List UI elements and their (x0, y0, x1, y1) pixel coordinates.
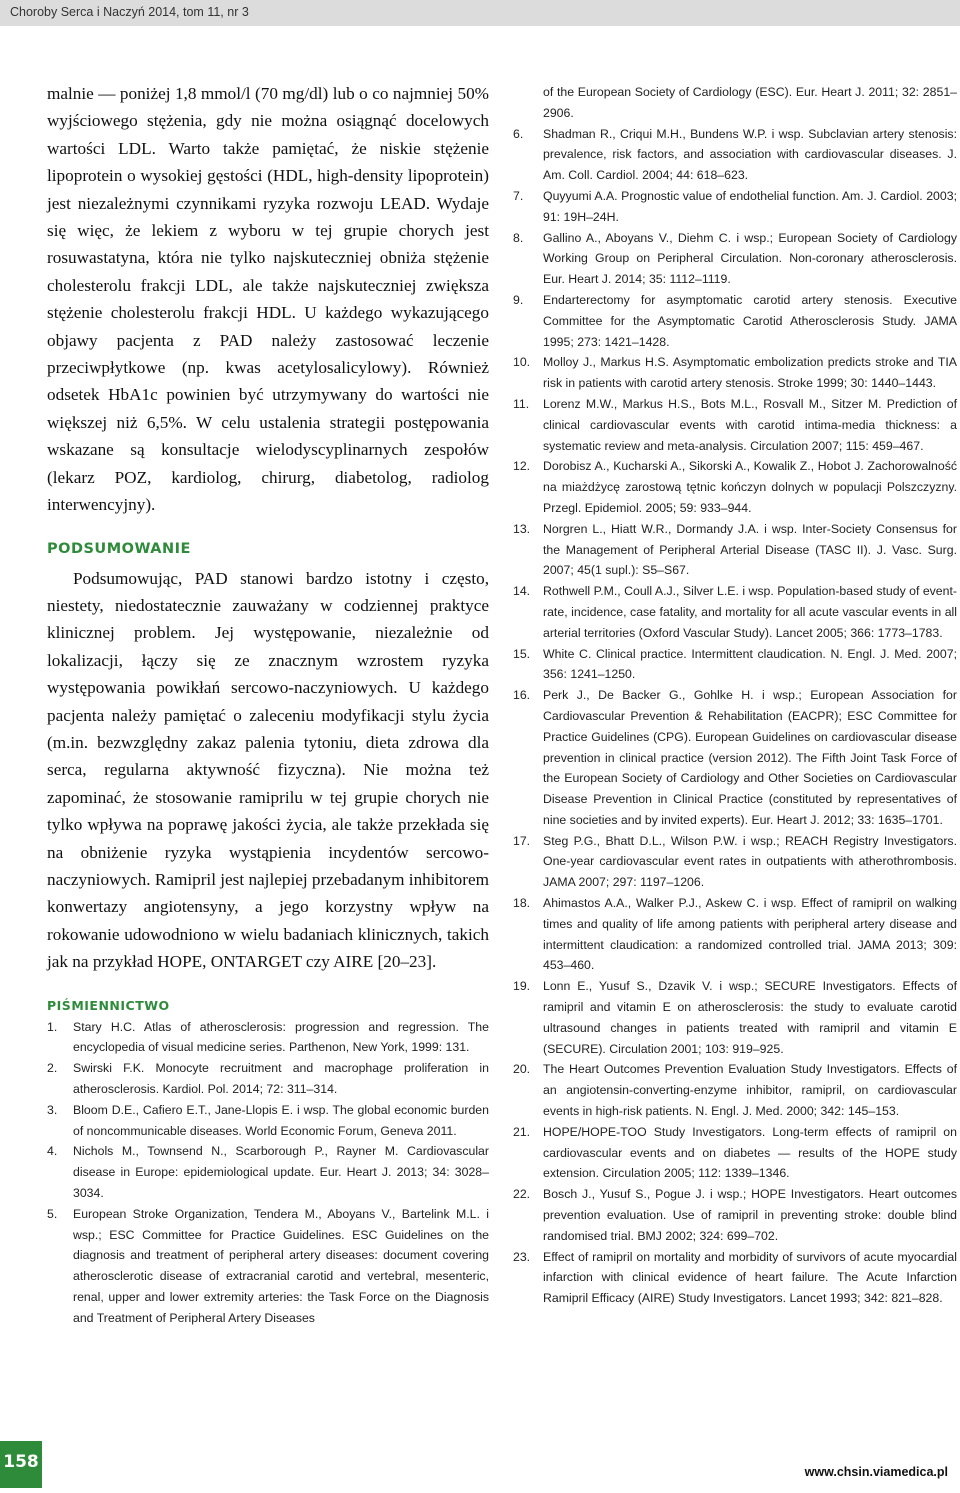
reference-number: 22. (513, 1187, 531, 1202)
reference-item (47, 1204, 489, 1329)
reference-text: Gallino A., Aboyans V., Diehm C. i wsp.; European Society of Cardiology Working Group on Peripheral Circulation. Non-coronary atherosclerosis. Eur. Heart J. 2014; 35: 1112–1119. (543, 230, 957, 287)
reference-item (513, 1247, 957, 1309)
reference-item (513, 394, 957, 456)
reference-text: Stary H.C. Atlas of atherosclerosis: progression and regression. The encyclopedia of visual medicine series. Parthenon, New York, 1999: 131. (73, 1019, 489, 1055)
reference-number: 2. (47, 1061, 58, 1076)
reference-number: 3. (47, 1102, 58, 1117)
reference-text: Endarterectomy for asymptomatic carotid artery stenosis. Executive Committee for the Asymptomatic Carotid Atherosclerosis Study. JAMA 1995; 273: 1421–1428. (543, 292, 957, 349)
reference-number: 16. (513, 688, 531, 703)
reference-text: Norgren L., Hiatt W.R., Dormandy J.A. i wsp. Inter-Society Consensus for the Management of Peripheral Arterial Disease (TASC II). J. Vasc. Surg. 2007; 45(1 supl.): S5–S67. (543, 521, 957, 578)
reference-number: 23. (513, 1249, 531, 1264)
body-paragraph-2-text: Podsumowując, PAD stanowi bardzo istotny i często, niestety, niedostatecznie zauważany w codziennej praktyce klinicznej problem. Jej występowanie, niezależnie od lokalizacji, łączy się ze znacznym wzrostem ryzyka występowania powikłań sercowo-naczyniowych. U każdego pacjenta należy pamiętać o zaleceniu modyfikacji stylu życia (m.in. bezwzględny zakaz palenia tytoniu, dieta zdrowa dla serca, regularna aktywność fizyczna). Nie można też zapominać, że stosowanie ramiprilu w tej grupie chorych nie tylko wpływa na poprawę jakości życia, ale także przekłada się na obniżenie ryzyka wystąpienia incydentów sercowo-naczyniowych. Ramipril jest najlepiej przebadanym inhibitorem konwertazy angiotensyny, a jego korzystny wpływ na rokowanie udowodniono w wielu badaniach klinicznych, takich jak na przykład HOPE, ONTARGET czy AIRE [20–23]. (47, 568, 489, 972)
reference-item (513, 976, 957, 1059)
right-column (513, 82, 957, 1309)
references-list-right (513, 124, 957, 1309)
reference-item (513, 685, 957, 831)
reference-text: Ahimastos A.A., Walker P.J., Askew C. i wsp. Effect of ramipril on walking times and quality of life among patients with peripheral artery disease and intermittent claudication: a randomized controlled trial. JAMA 2013; 309: 453–460. (543, 896, 957, 973)
reference-number: 7. (513, 188, 524, 203)
reference-text: Lorenz M.W., Markus H.S., Bots M.L., Rosvall M., Sitzer M. Prediction of clinical cardiovascular events with carotid intima-media thickness: a systematic review and meta-analysis. Circulation 2007; 115: 459–467. (543, 396, 957, 453)
reference-item (513, 1122, 957, 1184)
reference-item (47, 1141, 489, 1203)
reference-text: Bosch J., Yusuf S., Pogue J. i wsp.; HOPE Investigators. Heart outcomes prevention evaluation. Use of ramipril in preventing stroke: double blind randomised trial. BMJ 2002; 324: 699–702. (543, 1187, 957, 1243)
reference-text: Lonn E., Yusuf S., Dzavik V. i wsp.; SECURE Investigators. Effects of ramipril and vitamin E on atherosclerosis: the study to evaluate carotid ultrasound changes in patients treated with ramipril and vitamin E (SECURE). Circulation 2001; 103: 919–925. (543, 979, 957, 1056)
journal-title: Choroby Serca i Naczyń 2014, tom 11, nr 3 (10, 5, 249, 19)
reference-item (513, 581, 957, 643)
reference-text: Bloom D.E., Cafiero E.T., Jane-Llopis E. i wsp. The global economic burden of noncommunicable diseases. World Economic Forum, Geneva 2011. (73, 1102, 489, 1138)
reference-number: 17. (513, 833, 531, 848)
reference-text: Rothwell P.M., Coull A.J., Silver L.E. i wsp. Population-based study of event-rate, incidence, case fatality, and mortality for all acute vascular events in all arterial territories (Oxford Vascular Study). Lancet 2005; 366: 1773–1783. (543, 584, 957, 640)
reference-number: 5. (47, 1206, 58, 1221)
reference-number: 20. (513, 1062, 531, 1077)
reference-text: Perk J., De Backer G., Gohlke H. i wsp.; European Association for Cardiovascular Prevention & Rehabilitation (EACPR); ESC Committee for Practice Guidelines (CPG). European Guidelines on cardiovascular disease prevention in clinical practice (version 2012). The Fifth Joint Task Force of the European Society of Cardiology and Other Societies on Cardiovascular Disease Prevention in Clinical Practice (constituted by representatives of nine societies and by invited experts). Eur. Heart J. 2012; 33: 1635–1701. (543, 688, 957, 827)
reference-number: 11. (513, 396, 530, 411)
reference-text: White C. Clinical practice. Intermittent claudication. N. Engl. J. Med. 2007; 356: 1241–1250. (543, 646, 957, 682)
running-header (0, 0, 960, 26)
reference-text: Swirski F.K. Monocyte recruitment and macrophage proliferation in atherosclerosis. Kardiol. Pol. 2014; 72: 311–314. (73, 1061, 489, 1096)
reference-item (513, 1059, 957, 1121)
reference-item (47, 1058, 489, 1100)
reference-number: 9. (513, 292, 524, 307)
reference-text: The Heart Outcomes Prevention Evaluation Study Investigators. Effects of an angiotensin-converting-enzyme inhibitor, ramipril, on cardiovascular events in high-risk patients. N. Engl. J. Med. 2000; 342: 145–153. (543, 1062, 957, 1119)
reference-text: HOPE/HOPE-TOO Study Investigators. Long-term effects of ramipril on cardiovascular events and on diabetes — results of the HOPE study extension. Circulation 2005; 112: 1339–1346. (543, 1124, 957, 1181)
references-list-left (47, 1017, 489, 1329)
reference-item (513, 519, 957, 581)
reference-text: Steg P.G., Bhatt D.L., Wilson P.W. i wsp.; REACH Registry Investigators. One-year cardiovascular event rates in outpatients with atherothrombosis. JAMA 2007; 297: 1197–1206. (543, 833, 957, 890)
reference-number: 4. (47, 1144, 58, 1159)
reference-number: 18. (513, 896, 531, 911)
footer-url[interactable]: www.chsin.viamedica.pl (804, 1465, 948, 1479)
reference-number: 10. (513, 355, 531, 370)
reference-text: Molloy J., Markus H.S. Asymptomatic embolization predicts stroke and TIA risk in patients with carotid artery stenosis. Stroke 1999; 30: 1440–1443. (543, 355, 957, 391)
reference-number: 13. (513, 521, 531, 536)
page-number: 158 (3, 1452, 39, 1472)
reference-item (47, 1100, 489, 1142)
reference-item (513, 228, 957, 290)
reference-item (513, 186, 957, 228)
reference-item (513, 1184, 957, 1246)
reference-number: 21. (513, 1124, 531, 1139)
body-paragraph-2 (47, 565, 489, 976)
reference-item (513, 124, 957, 186)
reference-item (513, 290, 957, 352)
reference-number: 15. (513, 646, 531, 661)
reference-item (513, 893, 957, 976)
left-column (47, 80, 489, 1329)
reference-text: Effect of ramipril on mortality and morbidity of survivors of acute myocardial infarction with clinical evidence of heart failure. The Acute Infarction Ramipril Efficacy (AIRE) Study Investigators. Lancet 1993; 342: 821–828. (543, 1249, 957, 1306)
reference-text: Shadman R., Criqui M.H., Bundens W.P. i wsp. Subclavian artery stenosis: prevalence, risk factors, and association with cardiovascular diseases. J. Am. Coll. Cardiol. 2004; 44: 618–623. (543, 126, 957, 183)
reference-text: Quyyumi A.A. Prognostic value of endothelial function. Am. J. Cardiol. 2003; 91: 19H–24H. (543, 188, 957, 224)
reference-item (513, 644, 957, 686)
reference-continuation-text: of the European Society of Cardiology (ESC). Eur. Heart J. 2011; 32: 2851–2906. (543, 85, 957, 120)
reference-number: 12. (513, 459, 531, 474)
references-heading: PIŚMIENNICTWO (47, 997, 170, 1013)
reference-number: 6. (513, 126, 524, 141)
reference-item (513, 831, 957, 893)
reference-text: Dorobisz A., Kucharski A., Sikorski A., Kowalik Z., Hobot J. Zachorowalność na miażdżycę zarostową tętnic kończyn dolnych w populacji Polszczyzny. Przegl. Epidemiol. 2005; 59: 933–944. (543, 459, 957, 515)
reference-text: European Stroke Organization, Tendera M., Aboyans V., Bartelink M.L. i wsp.; ESC Committee for Practice Guidelines. ESC Guidelines on the diagnosis and treatment of peripheral artery diseases: document covering atherosclerotic disease of extracranial carotid and vertebral, mesenteric, renal, upper and lower extremity arteries: the Task Force on the Diagnosis and Treatment of Peripheral Artery Diseases (73, 1206, 489, 1325)
reference-number: 8. (513, 230, 524, 245)
reference-number: 14. (513, 584, 531, 599)
summary-heading: PODSUMOWANIE (47, 540, 191, 557)
reference-item (513, 352, 957, 394)
reference-number: 19. (513, 979, 531, 994)
reference-number: 1. (47, 1019, 58, 1034)
reference-item (47, 1017, 489, 1059)
body-paragraph-1: malnie — poniżej 1,8 mmol/l (70 mg/dl) lub o co najmniej 50% wyjściowego stężenia, gdy nie można osiągnąć docelowych wartości LDL. Warto także pamiętać, że niskie stężenie lipoprotein o wysokiej gęstości (HDL, high-density lipoprotein) jest niezależnymi czynnikami ryzyka rozwoju LEAD. Wydaje się więc, że lekiem z wyboru w tej grupie chorych jest rosuwastatyna, która nie tylko najskuteczniej obniża stężenie cholesterolu frakcji LDL, ale także najskuteczniej zwiększa stężenie cholesterolu frakcji HDL. U każdego wykazującego objawy pacjenta z PAD należy zastosować leczenie przeciwpłytkowe (np. kwas acetylosalicylowy). Również odsetek HbA1c powinien być utrzymywany do wartości nie większej niż 6,5%. W celu ustalenia strategii postępowania wskazane są konsultacje wielodyscyplinarnych zespołów (lekarz POZ, kardiolog, chirurg, diabetolog, radiolog interwencyjny). (47, 84, 489, 515)
reference-continuation (513, 82, 957, 124)
reference-text: Nichols M., Townsend N., Scarborough P., Rayner M. Cardiovascular disease in Europe: epidemiological update. Eur. Heart J. 2013; 34: 3028–3034. (73, 1144, 489, 1200)
reference-item (513, 456, 957, 518)
